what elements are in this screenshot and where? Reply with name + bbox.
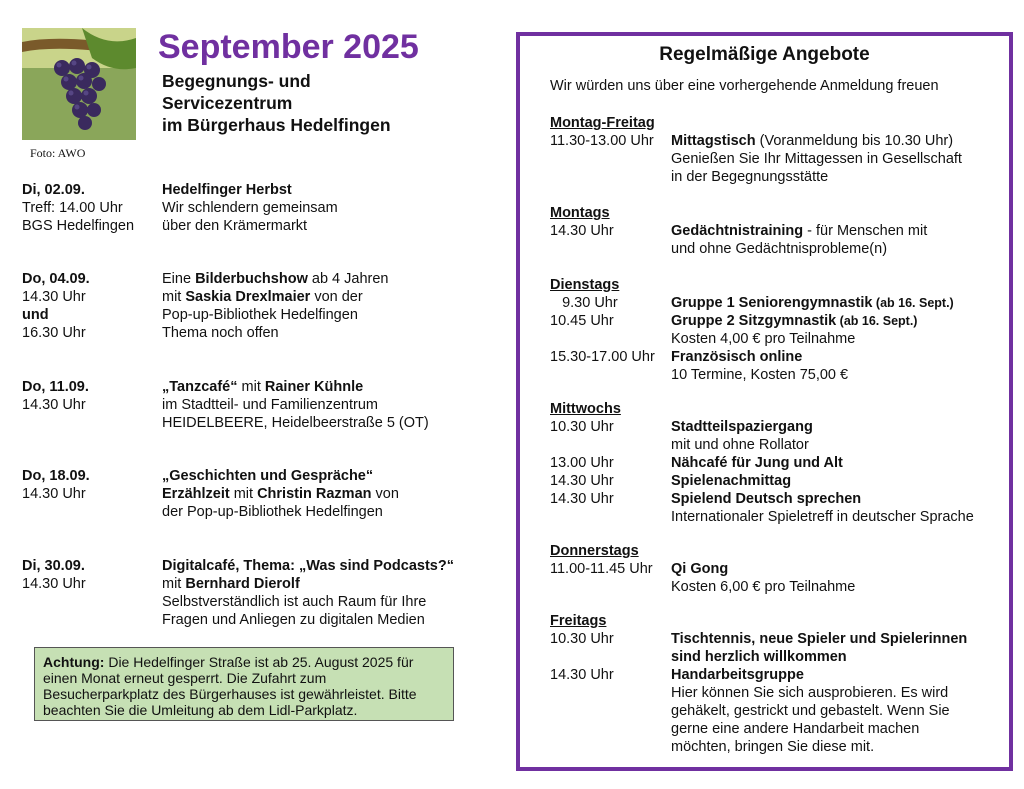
event-line [162, 611, 502, 629]
section-heading: Dienstags [550, 277, 620, 293]
event-line [162, 288, 502, 306]
offer-time: 14.30 Uhr [550, 491, 614, 507]
bold-text: Christin Razman [257, 486, 372, 502]
offer-section [550, 542, 1010, 596]
event-line [162, 467, 502, 485]
subtitle-line: im Bürgerhaus Hedelfingen [162, 115, 391, 135]
offer-line [671, 436, 1010, 454]
offer-row [550, 666, 1010, 756]
event-line [162, 306, 502, 324]
bold-text: Bernhard Dierolf [185, 576, 300, 592]
offer-time: 11.30-13.00 Uhr [550, 133, 654, 149]
offer-time: 10.30 Uhr [550, 631, 614, 647]
offer-section [550, 612, 1010, 756]
offer-line [671, 472, 1010, 490]
offer-line [671, 578, 1010, 596]
offers-title: Regelmäßige Angebote [659, 44, 870, 65]
text: ab 4 Jahren [307, 271, 389, 287]
bold-text: (ab 16. Sept.) [836, 314, 918, 328]
text: Thema noch offen [162, 325, 279, 341]
event-line [162, 593, 502, 611]
text: mit [237, 379, 265, 395]
offer-line [671, 312, 1010, 330]
text: 10 Termine, Kosten 75,00 € [671, 367, 849, 383]
text: - für Menschen mit [803, 223, 928, 239]
event-date [22, 181, 162, 235]
event-date [22, 557, 162, 593]
text: Internationaler Spieletreff in deutscher Sprache [671, 509, 974, 525]
event-date [22, 378, 162, 414]
bold-text: sind herzlich willkommen [671, 649, 847, 665]
section-heading: Freitags [550, 613, 607, 629]
offer-time: 11.00-11.45 Uhr [550, 561, 653, 577]
text: im Stadtteil- und Familienzentrum [162, 397, 378, 413]
offer-detail [671, 490, 1010, 526]
event-description [162, 181, 502, 235]
text: Hier können Sie sich ausprobieren. Es wird [671, 685, 949, 701]
bold-text: (ab 16. Sept.) [872, 296, 954, 310]
offer-detail [671, 348, 1010, 384]
bold-text: Tischtennis, neue Spieler und Spielerinnen [671, 631, 968, 647]
text: Kosten 6,00 € pro Teilnahme [671, 579, 856, 595]
event-line [162, 270, 502, 288]
offer-line [671, 666, 1010, 684]
bold-text: Spielenachmittag [671, 473, 792, 489]
offer-line [671, 702, 1010, 720]
offer-row [550, 418, 1010, 454]
offer-line [671, 240, 1010, 258]
offer-line [671, 168, 1010, 186]
offer-detail [671, 132, 1010, 186]
text: Fragen und Anliegen zu digitalen Medien [162, 612, 425, 628]
event-line [162, 324, 502, 342]
offer-line [671, 294, 1010, 312]
offer-detail [671, 666, 1010, 756]
text: von [371, 486, 399, 502]
offer-row [550, 312, 1010, 348]
offer-line [671, 490, 1010, 508]
event-date-line: Do, 18.09. [22, 468, 90, 484]
event-date-line: 14.30 Uhr [22, 289, 86, 305]
offer-line [671, 366, 1010, 384]
regular-offers-box [516, 32, 1013, 771]
event-date-line: BGS Hedelfingen [22, 218, 135, 234]
event-description [162, 467, 502, 521]
section-heading: Montags [550, 205, 610, 221]
event-line [162, 575, 502, 593]
offer-detail [671, 418, 1010, 454]
text: HEIDELBEERE, Heidelbeerstraße 5 (OT) [162, 415, 429, 431]
offer-row [550, 132, 1010, 186]
offer-detail [671, 630, 1010, 666]
offer-section [550, 276, 1010, 384]
event-date-line: Do, 11.09. [22, 379, 89, 395]
offer-time: 10.45 Uhr [550, 313, 614, 329]
offer-line [671, 508, 1010, 526]
offer-time: 10.30 Uhr [550, 419, 614, 435]
offer-time: 14.30 Uhr [550, 223, 614, 239]
notice-box [34, 647, 454, 721]
bold-text: Qi Gong [671, 561, 729, 577]
text: mit und ohne Rollator [671, 437, 809, 453]
event-date-line: 14.30 Uhr [22, 397, 86, 413]
event-line: über den Krämermarkt [162, 218, 308, 234]
offer-detail [671, 454, 1010, 472]
offer-line [671, 560, 1010, 578]
event-date-line: 16.30 Uhr [22, 325, 86, 341]
offer-row [550, 490, 1010, 526]
offer-line [671, 150, 1010, 168]
event-line [162, 557, 502, 575]
offer-section [550, 400, 1010, 526]
offer-time: 14.30 Uhr [550, 667, 614, 683]
offer-line [671, 418, 1010, 436]
section-heading: Montag-Freitag [550, 115, 655, 131]
bold-text: „Tanzcafé“ [162, 379, 238, 395]
section-heading: Donnerstags [550, 543, 639, 559]
event-date-line: Di, 30.09. [22, 558, 85, 574]
text: und ohne Gedächtnisprobleme(n) [671, 241, 888, 257]
bold-text: Saskia Drexlmaier [185, 289, 311, 305]
bold-text: Rainer Kühnle [264, 379, 364, 395]
event-line [162, 378, 502, 396]
bold-text: Mittagstisch [671, 133, 756, 149]
bold-text: Gruppe 2 Sitzgymnastik [671, 313, 837, 329]
offer-line [671, 648, 1010, 666]
text: Kosten 4,00 € pro Teilnahme [671, 331, 856, 347]
event-date [22, 467, 162, 503]
offer-line [671, 684, 1010, 702]
offer-detail [671, 312, 1010, 348]
event-description [162, 270, 502, 342]
text: (Voranmeldung bis 10.30 Uhr) [755, 133, 954, 149]
offer-line [671, 720, 1010, 738]
offer-section [550, 114, 1010, 186]
bold-text: Stadtteilspaziergang [671, 419, 813, 435]
offer-time: 15.30-17.00 Uhr [550, 349, 655, 365]
subtitle-line: Begegnungs- und [162, 71, 311, 91]
event-description [162, 557, 502, 629]
event-line: Wir schlendern gemeinsam [162, 200, 338, 216]
offer-line [671, 222, 1010, 240]
text: von der [310, 289, 363, 305]
text: möchten, bringen Sie diese mit. [671, 739, 875, 755]
offer-row [550, 630, 1010, 666]
text: Genießen Sie Ihr Mittagessen in Gesellschaft [671, 151, 962, 167]
offer-detail [671, 560, 1010, 596]
event-line [162, 485, 502, 503]
offer-line [671, 132, 1010, 150]
page-title: September 2025 [158, 28, 419, 66]
bold-text: Französisch online [671, 349, 803, 365]
notice-label: Achtung: [43, 654, 105, 670]
text: Pop-up-Bibliothek Hedelfingen [162, 307, 358, 323]
bold-text: Hedelfinger Herbst [162, 182, 292, 198]
event-date-line: Di, 02.09. [22, 182, 85, 198]
bold-text: Bilderbuchshow [195, 271, 308, 287]
event-date-line: Treff: 14.00 Uhr [22, 200, 123, 216]
bold-text: Spielend Deutsch sprechen [671, 491, 862, 507]
offer-row [550, 472, 1010, 490]
event-description [162, 378, 502, 432]
event-line [162, 503, 502, 521]
event-line [162, 181, 502, 199]
event-date-line: Do, 04.09. [22, 271, 90, 287]
event-line [162, 414, 502, 432]
offer-row [550, 348, 1010, 384]
offer-detail [671, 222, 1010, 258]
text: gerne eine andere Handarbeit machen [671, 721, 920, 737]
bold-text: „Geschichten und Gespräche“ [162, 468, 374, 484]
photo-caption: Foto: AWO [30, 146, 86, 160]
offer-section [550, 204, 1010, 258]
bold-text: Gedächtnistraining [671, 223, 804, 239]
event-date-line: 14.30 Uhr [22, 486, 86, 502]
offer-row [550, 454, 1010, 472]
offer-time: 9.30 Uhr [550, 295, 618, 311]
subtitle-line: Servicezentrum [162, 93, 293, 113]
offer-line [671, 348, 1010, 366]
event-date-line: 14.30 Uhr [22, 576, 86, 592]
offer-row [550, 560, 1010, 596]
offers-intro: Wir würden uns über eine vorhergehende Anmeldung freuen [550, 78, 939, 94]
offer-row [550, 294, 1010, 312]
text: Selbstverständlich ist auch Raum für Ihre [162, 594, 427, 610]
bold-text: Nähcafé für Jung und Alt [671, 455, 843, 471]
offer-line [671, 630, 1010, 648]
text: in der Begegnungsstätte [671, 169, 829, 185]
offer-detail [671, 472, 1010, 490]
bold-text: Gruppe 1 Seniorengymnastik [671, 295, 873, 311]
event-line [162, 396, 502, 414]
text: mit [162, 289, 186, 305]
page-subtitle [162, 70, 391, 136]
offer-time: 13.00 Uhr [550, 455, 614, 471]
offer-time: 14.30 Uhr [550, 473, 614, 489]
notice-text: Die Hedelfinger Straße ist ab 25. August 2025 für einen Monat erneut gesperrt. Die Zufahrt zum Besucherparkplatz des Bürgerhauses ist gewährleistet. Bitte beachten Sie die Umleitung ab dem Lidl-Parkplatz. [43, 654, 417, 718]
text: mit [162, 576, 186, 592]
offer-line [671, 330, 1010, 348]
offer-detail [671, 294, 1010, 312]
offer-row [550, 222, 1010, 258]
offer-line [671, 738, 1010, 756]
text: mit [229, 486, 258, 502]
bold-text: Erzählzeit [162, 486, 230, 502]
text: Eine [162, 271, 196, 287]
bold-text: Handarbeitsgruppe [671, 667, 804, 683]
text: der Pop-up-Bibliothek Hedelfingen [162, 504, 383, 520]
text: gehäkelt, gestrickt und gebastelt. Wenn Sie [671, 703, 950, 719]
grape-photo [22, 28, 136, 140]
event-date [22, 270, 162, 342]
event-date-line: und [22, 307, 49, 323]
section-heading: Mittwochs [550, 401, 621, 417]
offer-line [671, 454, 1010, 472]
bold-text: Digitalcafé, Thema: „Was sind Podcasts?“ [162, 558, 454, 574]
